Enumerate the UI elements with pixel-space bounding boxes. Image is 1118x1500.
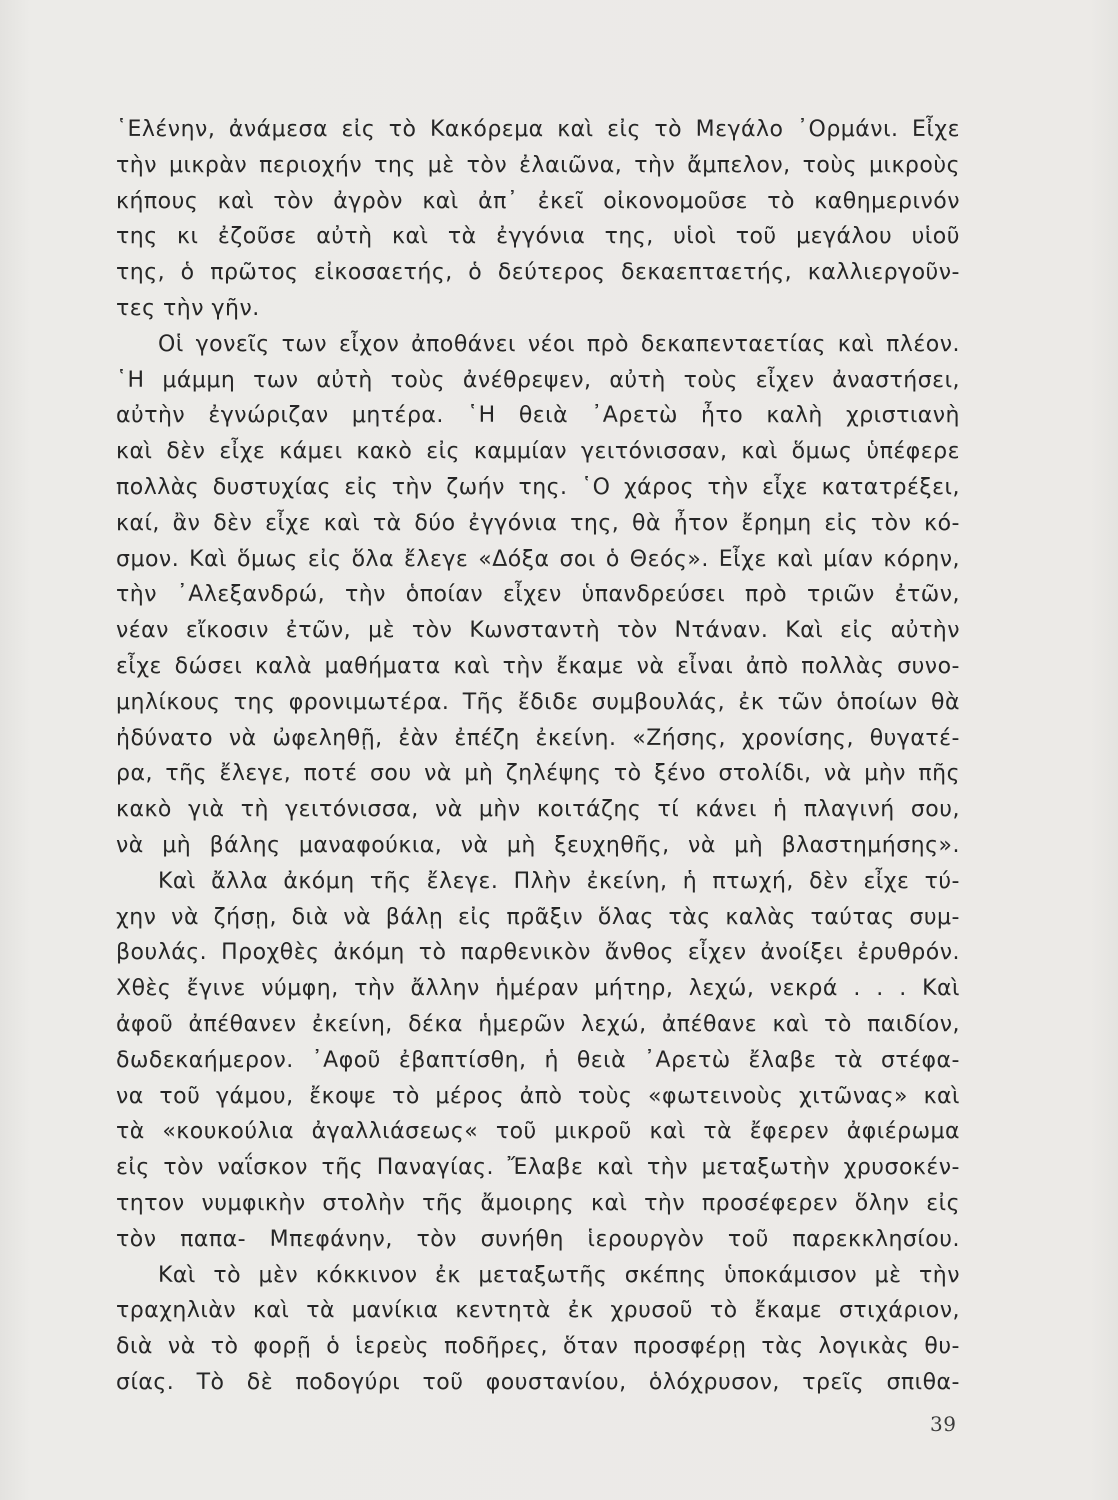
text-line: πολλὰς δυστυχίας εἰς τὴν ζωήν της. ῾Ο χάρος τὴν εἶχε κατατρέξει, xyxy=(116,474,960,500)
text-line: χην νὰ ζήσῃ, διὰ νὰ βάλῃ εἰς πρᾶξιν ὅλας τὰς καλὰς ταύτας συμ- xyxy=(116,904,960,930)
text-line: εἶχε δώσει καλὰ μαθήματα καὶ τὴν ἔκαμε νὰ εἶναι ἀπὸ πολλὰς συνο- xyxy=(116,653,960,679)
text-line: να τοῦ γάμου, ἔκοψε τὸ μέρος ἀπὸ τοὺς «φωτεινοὺς χιτῶνας» καὶ xyxy=(116,1083,960,1109)
text-line: ἀφοῦ ἀπέθανεν ἐκείνη, δέκα ἡμερῶν λεχώ, ἀπέθανε καὶ τὸ παιδίον, xyxy=(116,1011,960,1037)
text-line: τὰ «κουκούλια ἀγαλλιάσεως« τοῦ μικροῦ καὶ τὰ ἔφερεν ἀφιέρωμα xyxy=(116,1119,960,1145)
text-line: μηλίκους της φρονιμωτέρα. Τῆς ἔδιδε συμβουλάς, ἐκ τῶν ὁποίων θὰ xyxy=(116,689,960,715)
text-line: νὰ μὴ βάλης μαναφούκια, νὰ μὴ ξευχηθῆς, νὰ μὴ βλαστημήσης». xyxy=(116,832,960,858)
text-line: ῾Ελένην, ἀνάμεσα εἰς τὸ Κακόρεμα καὶ εἰς τὸ Μεγάλο ᾿Ορμάνι. Εἶχε xyxy=(116,117,960,142)
text-line: κακὸ γιὰ τὴ γειτόνισσα, νὰ μὴν κοιτάζης τί κάνει ἡ πλαγινή σου, xyxy=(116,797,960,823)
text-line: διὰ νὰ τὸ φορῇ ὁ ἱερεὺς ποδῆρες, ὅταν προσφέρῃ τὰς λογικὰς θυ- xyxy=(116,1334,960,1360)
text-line: ρα, τῆς ἔλεγε, ποτέ σου νὰ μὴ ζηλέψης τὸ ξένο στολίδι, νὰ μὴν πῆς xyxy=(116,761,960,787)
text-line: κήπους καὶ τὸν ἀγρὸν καὶ ἀπ᾿ ἐκεῖ οἰκονομοῦσε τὸ καθημερινόν xyxy=(116,188,960,214)
text-line: Καὶ τὸ μὲν κόκκινον ἐκ μεταξωτῆς σκέπης ὑποκάμισον μὲ τὴν xyxy=(158,1262,960,1288)
text-line: σμον. Καὶ ὅμως εἰς ὅλα ἔλεγε «Δόξα σοι ὁ Θεός». Εἶχε καὶ μίαν κόρην, xyxy=(116,546,960,572)
text-line: τὴν μικρὰν περιοχήν της μὲ τὸν ἐλαιῶνα, τὴν ἄμπελον, τοὺς μικροὺς xyxy=(116,152,960,178)
text-line: καί, ἂν δὲν εἶχε καὶ τὰ δύο ἐγγόνια της, θὰ ἦτον ἔρημη εἰς τὸν κό- xyxy=(116,510,960,536)
text-line: τὸν παπα- Μπεφάνην, τὸν συνήθη ἱερουργὸν τοῦ παρεκκλησίου. xyxy=(116,1226,960,1252)
text-line: νέαν εἴκοσιν ἐτῶν, μὲ τὸν Κωνσταντὴ τὸν Ντάναν. Καὶ εἰς αὐτὴν xyxy=(116,618,960,644)
text-line: σίας. Τὸ δὲ ποδογύρι τοῦ φουστανίου, ὁλόχρυσον, τρεῖς σπιθα- xyxy=(116,1369,960,1395)
text-line: τητον νυμφικὴν στολὴν τῆς ἄμοιρης καὶ τὴν προσέφερεν ὅλην εἰς xyxy=(116,1190,960,1216)
page-number: 39 xyxy=(930,1412,957,1436)
text-line: ῾Η μάμμη των αὐτὴ τοὺς ἀνέθρεψεν, αὐτὴ τοὺς εἶχεν ἀναστήσει, xyxy=(116,367,960,393)
text-line: Οἱ γονεῖς των εἶχον ἀποθάνει νέοι πρὸ δεκαπενταετίας καὶ πλέον. xyxy=(158,331,960,357)
body-text xyxy=(116,112,960,1401)
text-line: της, ὁ πρῶτος εἰκοσαετής, ὁ δεύτερος δεκαεπταετής, καλλιεργοῦν- xyxy=(116,260,960,286)
text-line: της κι ἐζοῦσε αὐτὴ καὶ τὰ ἐγγόνια της, υἱοὶ τοῦ μεγάλου υἱοῦ xyxy=(116,224,960,250)
text-line: δωδεκαήμερον. ᾿Αφοῦ ἐβαπτίσθη, ἡ θειὰ ᾿Αρετὼ ἔλαβε τὰ στέφα- xyxy=(116,1047,960,1073)
text-line: τραχηλιὰν καὶ τὰ μανίκια κεντητὰ ἐκ χρυσοῦ τὸ ἔκαμε στιχάριον, xyxy=(116,1298,960,1324)
text-line: τὴν ᾿Αλεξανδρώ, τὴν ὁποίαν εἶχεν ὑπανδρεύσει πρὸ τριῶν ἐτῶν, xyxy=(116,582,960,608)
text-line: καὶ δὲν εἶχε κάμει κακὸ εἰς καμμίαν γειτόνισσαν, καὶ ὅμως ὑπέφερε xyxy=(116,439,960,465)
text-line: εἰς τὸν ναΐσκον τῆς Παναγίας. Ἔλαβε καὶ τὴν μεταξωτὴν χρυσοκέν- xyxy=(116,1155,960,1181)
text-line: αὐτὴν ἐγνώριζαν μητέρα. ῾Η θειὰ ᾿Αρετὼ ἦτο καλὴ χριστιανὴ xyxy=(116,403,960,429)
text-line: βουλάς. Προχθὲς ἀκόμη τὸ παρθενικὸν ἄνθος εἶχεν ἀνοίξει ἐρυθρόν. xyxy=(116,940,960,966)
text-line: Χθὲς ἔγινε νύμφη, τὴν ἄλλην ἡμέραν μήτηρ, λεχώ, νεκρά . . . Καὶ xyxy=(116,976,960,1002)
text-line: τες τὴν γῆν. xyxy=(116,295,260,321)
text-line: ἠδύνατο νὰ ὠφεληθῇ, ἐὰν ἐπέζη ἐκείνη. «Ζήσης, χρονίσης, θυγατέ- xyxy=(116,725,960,751)
text-line: Καὶ ἄλλα ἀκόμη τῆς ἔλεγε. Πλὴν ἐκείνη, ἡ πτωχή, δὲν εἶχε τύ- xyxy=(158,868,960,894)
